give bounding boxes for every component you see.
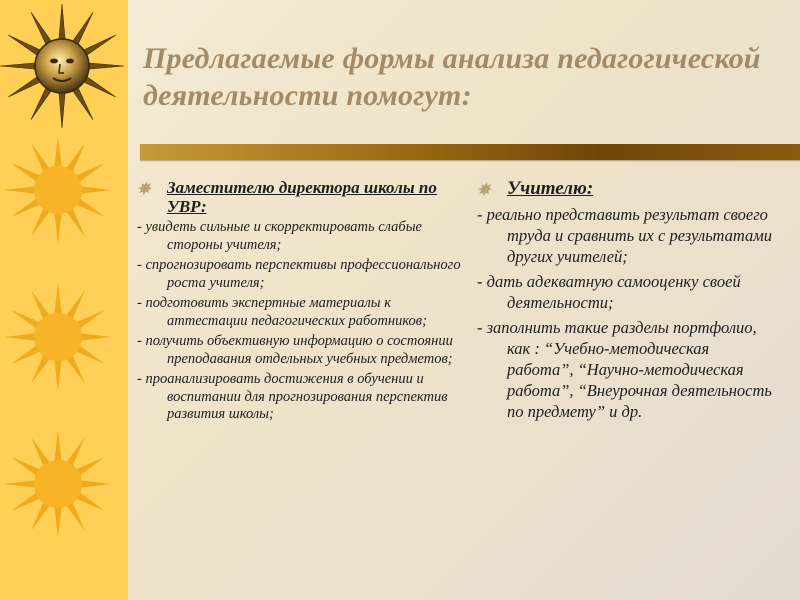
sun-icon (4, 283, 112, 391)
star-bullet-icon: ✵ (477, 182, 491, 199)
list-item: - проанализировать достижения в обучении и воспитании для прогнозирования перспектив развития школы; (137, 371, 448, 422)
left-heading-text: Заместителю директора школы по УВР: (167, 178, 437, 216)
divider-bar (140, 144, 800, 160)
list-item: - спрогнозировать перспективы профессионального роста учителя; (137, 257, 461, 291)
right-heading-text: Учителю: (507, 178, 594, 199)
sun-face-icon (0, 4, 124, 128)
left-heading (137, 178, 467, 216)
list-item: - подготовить экспертные материалы к аттестации педагогических работников; (137, 295, 427, 329)
right-column (477, 178, 777, 422)
list-item: - заполнить такие разделы портфолио, как : “Учебно-методическая работа”, “Научно-методическая работа”, “Внеурочная деятельность по предмету” и др. (477, 318, 772, 421)
list-item: - дать адекватную самооценку своей деятельности; (477, 272, 741, 312)
list-item: - реально представить результат своего труда и сравнить их с результатами других учителей; (477, 205, 772, 266)
left-column (137, 178, 467, 424)
star-bullet-icon: ✵ (137, 181, 151, 198)
sun-icon (4, 136, 112, 244)
sun-icon (4, 430, 112, 538)
decorative-stripe (0, 0, 128, 600)
slide-title: Предлагаемые формы анализа педагогической деятельности помогут: (143, 42, 761, 112)
list-item: - получить объективную информацию о состоянии преподавания отдельных учебных предметов; (137, 333, 453, 367)
right-heading (477, 178, 777, 200)
list-item: - увидеть сильные и скорректировать слабые стороны учителя; (137, 219, 422, 253)
